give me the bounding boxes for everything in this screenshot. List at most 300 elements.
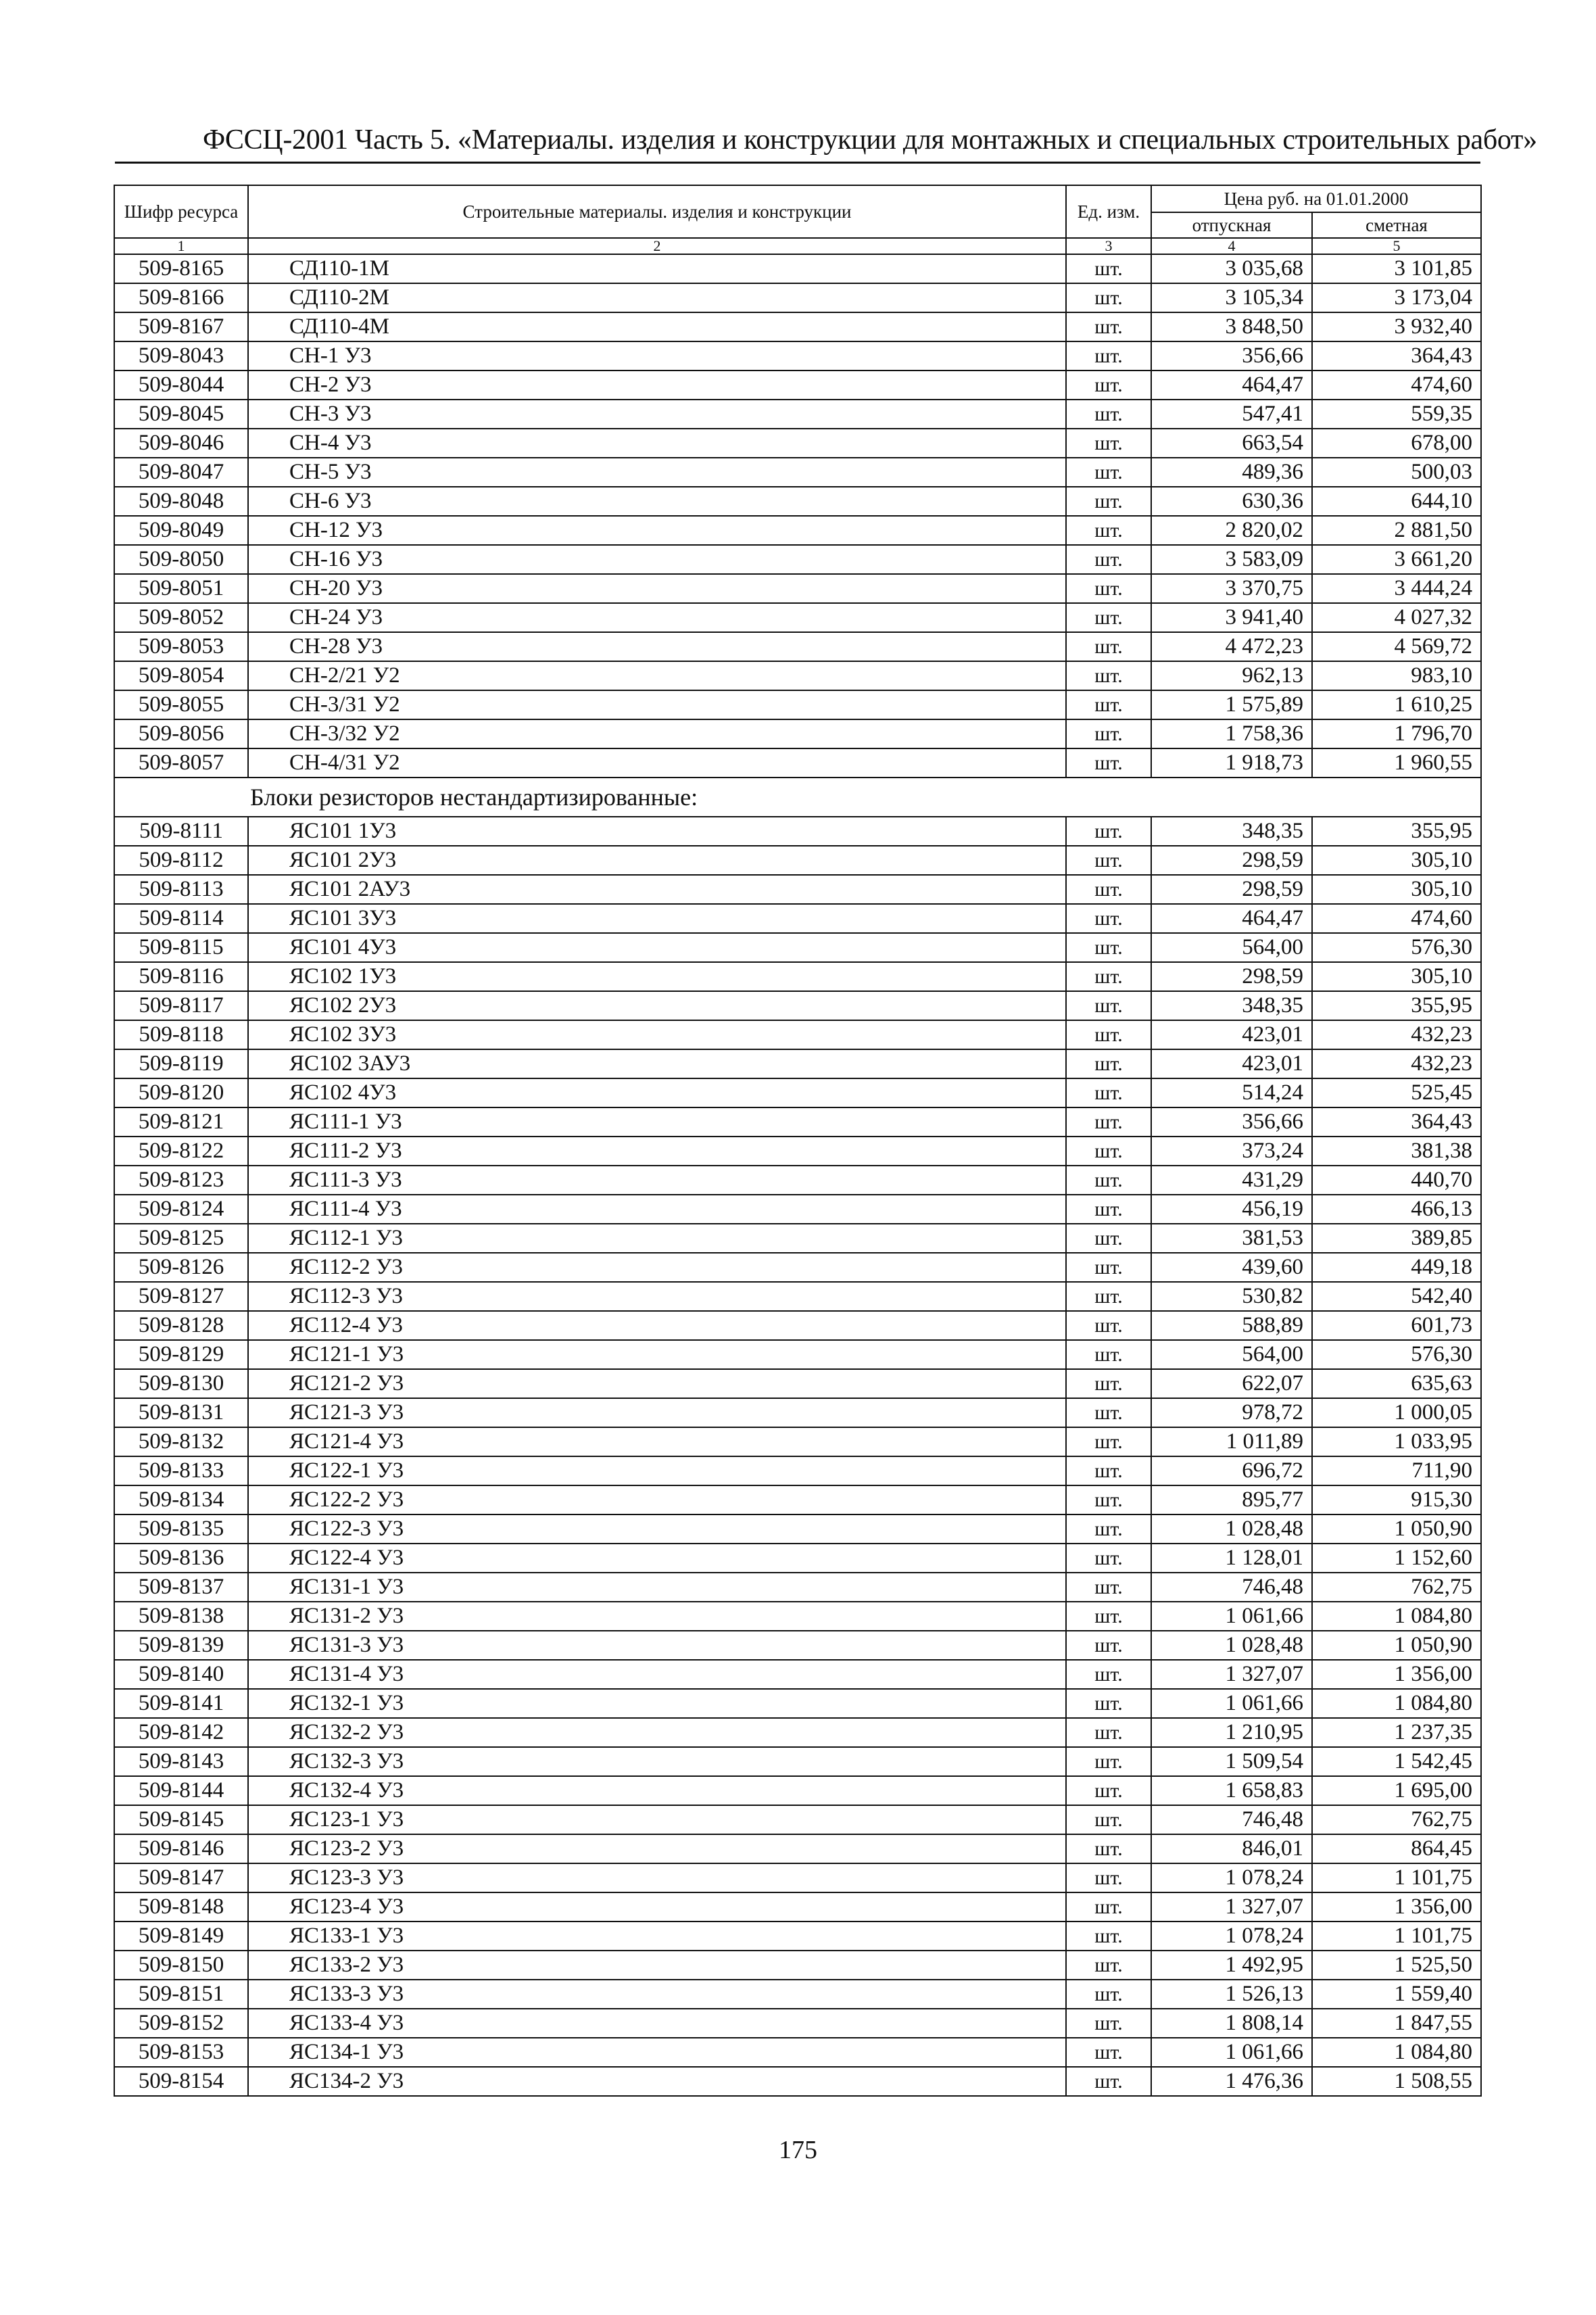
unit: шт. [1066, 1020, 1151, 1049]
table-row [114, 1631, 1481, 1660]
release-price: 464,47 [1151, 371, 1312, 400]
table-row [114, 1980, 1481, 2009]
release-price: 622,07 [1151, 1369, 1312, 1398]
unit: шт. [1066, 1253, 1151, 1282]
release-price: 1 128,01 [1151, 1544, 1312, 1573]
col-header-estimate: сметная [1312, 212, 1481, 238]
unit: шт. [1066, 1922, 1151, 1951]
table-row [114, 516, 1481, 545]
release-price: 564,00 [1151, 1340, 1312, 1369]
resource-code: 509-8154 [114, 2067, 248, 2096]
column-number: 3 [1066, 238, 1151, 254]
unit: шт. [1066, 1631, 1151, 1660]
material-name: ЯС111-2 У3 [248, 1137, 1066, 1166]
unit: шт. [1066, 1078, 1151, 1107]
estimate-price: 542,40 [1312, 1282, 1481, 1311]
table-row [114, 1049, 1481, 1078]
unit: шт. [1066, 283, 1151, 312]
resource-code: 509-8122 [114, 1137, 248, 1166]
resource-code: 509-8115 [114, 933, 248, 962]
unit: шт. [1066, 1456, 1151, 1485]
resource-code: 509-8117 [114, 991, 248, 1020]
resource-code: 509-8139 [114, 1631, 248, 1660]
estimate-price: 355,95 [1312, 817, 1481, 846]
release-price: 456,19 [1151, 1195, 1312, 1224]
material-name: ЯС133-4 У3 [248, 2009, 1066, 2038]
release-price: 1 078,24 [1151, 1863, 1312, 1892]
material-name: ЯС123-1 У3 [248, 1805, 1066, 1834]
material-name: ЯС133-1 У3 [248, 1922, 1066, 1951]
estimate-price: 3 932,40 [1312, 312, 1481, 341]
material-name: СН-3/31 У2 [248, 690, 1066, 719]
table-row [114, 283, 1481, 312]
material-name: ЯС112-3 У3 [248, 1282, 1066, 1311]
estimate-price: 3 661,20 [1312, 545, 1481, 574]
estimate-price: 3 173,04 [1312, 283, 1481, 312]
estimate-price: 381,38 [1312, 1137, 1481, 1166]
material-name: ЯС122-3 У3 [248, 1514, 1066, 1544]
estimate-price: 3 444,24 [1312, 574, 1481, 603]
resource-code: 509-8130 [114, 1369, 248, 1398]
material-name: СН-4 У3 [248, 429, 1066, 458]
material-name: ЯС102 3У3 [248, 1020, 1066, 1049]
resource-code: 509-8056 [114, 719, 248, 748]
unit: шт. [1066, 1747, 1151, 1776]
unit: шт. [1066, 1689, 1151, 1718]
release-price: 356,66 [1151, 341, 1312, 371]
resource-code: 509-8152 [114, 2009, 248, 2038]
table-row [114, 1747, 1481, 1776]
material-name: ЯС111-3 У3 [248, 1166, 1066, 1195]
material-name: ЯС134-2 У3 [248, 2067, 1066, 2096]
material-name: ЯС101 3У3 [248, 904, 1066, 933]
estimate-price: 711,90 [1312, 1456, 1481, 1485]
estimate-price: 305,10 [1312, 962, 1481, 991]
release-price: 1 028,48 [1151, 1514, 1312, 1544]
material-name: СН-1 У3 [248, 341, 1066, 371]
resource-code: 509-8133 [114, 1456, 248, 1485]
material-name: ЯС121-3 У3 [248, 1398, 1066, 1427]
release-price: 348,35 [1151, 817, 1312, 846]
material-name: СН-3 У3 [248, 400, 1066, 429]
table-row [114, 1427, 1481, 1456]
release-price: 2 820,02 [1151, 516, 1312, 545]
unit: шт. [1066, 748, 1151, 778]
unit: шт. [1066, 516, 1151, 545]
resource-code: 509-8114 [114, 904, 248, 933]
estimate-price: 1 695,00 [1312, 1776, 1481, 1805]
resource-code: 509-8125 [114, 1224, 248, 1253]
material-name: ЯС132-4 У3 [248, 1776, 1066, 1805]
estimate-price: 1 542,45 [1312, 1747, 1481, 1776]
resource-code: 509-8144 [114, 1776, 248, 1805]
unit: шт. [1066, 632, 1151, 661]
estimate-price: 762,75 [1312, 1573, 1481, 1602]
column-number-row [114, 238, 1481, 254]
table-row [114, 690, 1481, 719]
table-row [114, 1282, 1481, 1311]
unit: шт. [1066, 341, 1151, 371]
estimate-price: 525,45 [1312, 1078, 1481, 1107]
material-name: СН-20 У3 [248, 574, 1066, 603]
col-header-name: Строительные материалы. изделия и конструкции [248, 185, 1066, 238]
unit: шт. [1066, 312, 1151, 341]
estimate-price: 4 569,72 [1312, 632, 1481, 661]
release-price: 514,24 [1151, 1078, 1312, 1107]
estimate-price: 1 237,35 [1312, 1718, 1481, 1747]
unit: шт. [1066, 817, 1151, 846]
material-name: ЯС134-1 У3 [248, 2038, 1066, 2067]
table-row [114, 1951, 1481, 1980]
resource-code: 509-8053 [114, 632, 248, 661]
resource-code: 509-8051 [114, 574, 248, 603]
release-price: 630,36 [1151, 487, 1312, 516]
resource-code: 509-8127 [114, 1282, 248, 1311]
release-price: 1 918,73 [1151, 748, 1312, 778]
estimate-price: 1 084,80 [1312, 1689, 1481, 1718]
estimate-price: 1 101,75 [1312, 1863, 1481, 1892]
table-row [114, 1078, 1481, 1107]
resource-code: 509-8135 [114, 1514, 248, 1544]
release-price: 663,54 [1151, 429, 1312, 458]
material-name: ЯС131-4 У3 [248, 1660, 1066, 1689]
estimate-price: 1 508,55 [1312, 2067, 1481, 2096]
estimate-price: 1 050,90 [1312, 1631, 1481, 1660]
table-row [114, 1456, 1481, 1485]
release-price: 3 035,68 [1151, 254, 1312, 283]
table-row [114, 719, 1481, 748]
release-price: 373,24 [1151, 1137, 1312, 1166]
resource-code: 509-8165 [114, 254, 248, 283]
resource-code: 509-8149 [114, 1922, 248, 1951]
material-name: ЯС123-2 У3 [248, 1834, 1066, 1863]
material-name: ЯС131-1 У3 [248, 1573, 1066, 1602]
resource-code: 509-8132 [114, 1427, 248, 1456]
release-price: 1 575,89 [1151, 690, 1312, 719]
release-price: 464,47 [1151, 904, 1312, 933]
estimate-price: 1 000,05 [1312, 1398, 1481, 1427]
resource-code: 509-8119 [114, 1049, 248, 1078]
material-name: СН-2 У3 [248, 371, 1066, 400]
unit: шт. [1066, 1107, 1151, 1137]
unit: шт. [1066, 1485, 1151, 1514]
table-row [114, 1398, 1481, 1427]
unit: шт. [1066, 371, 1151, 400]
unit: шт. [1066, 1544, 1151, 1573]
release-price: 298,59 [1151, 875, 1312, 904]
col-header-price: Цена руб. на 01.01.2000 [1151, 185, 1481, 212]
table-row [114, 341, 1481, 371]
estimate-price: 432,23 [1312, 1020, 1481, 1049]
estimate-price: 364,43 [1312, 1107, 1481, 1137]
material-name: ЯС133-3 У3 [248, 1980, 1066, 2009]
table-row [114, 1311, 1481, 1340]
release-price: 1 061,66 [1151, 2038, 1312, 2067]
estimate-price: 3 101,85 [1312, 254, 1481, 283]
material-name: СД110-1М [248, 254, 1066, 283]
estimate-price: 1 033,95 [1312, 1427, 1481, 1456]
unit: шт. [1066, 429, 1151, 458]
resource-code: 509-8141 [114, 1689, 248, 1718]
unit: шт. [1066, 458, 1151, 487]
material-name: ЯС121-1 У3 [248, 1340, 1066, 1369]
resource-code: 509-8150 [114, 1951, 248, 1980]
unit: шт. [1066, 904, 1151, 933]
table-row [114, 400, 1481, 429]
material-name: ЯС123-4 У3 [248, 1892, 1066, 1922]
col-header-release: отпускная [1151, 212, 1312, 238]
unit: шт. [1066, 962, 1151, 991]
table-row [114, 1863, 1481, 1892]
resource-code: 509-8129 [114, 1340, 248, 1369]
material-name: ЯС102 3АУ3 [248, 1049, 1066, 1078]
col-header-unit: Ед. изм. [1066, 185, 1151, 238]
material-name: ЯС122-1 У3 [248, 1456, 1066, 1485]
resource-code: 509-8128 [114, 1311, 248, 1340]
estimate-price: 1 084,80 [1312, 1602, 1481, 1631]
material-name: ЯС121-2 У3 [248, 1369, 1066, 1398]
table-row [114, 545, 1481, 574]
table-row [114, 875, 1481, 904]
material-name: ЯС101 1У3 [248, 817, 1066, 846]
resource-code: 509-8045 [114, 400, 248, 429]
material-name: ЯС101 2У3 [248, 846, 1066, 875]
material-name: ЯС102 4У3 [248, 1078, 1066, 1107]
estimate-price: 559,35 [1312, 400, 1481, 429]
resource-code: 509-8054 [114, 661, 248, 690]
estimate-price: 1 101,75 [1312, 1922, 1481, 1951]
unit: шт. [1066, 1805, 1151, 1834]
resource-code: 509-8131 [114, 1398, 248, 1427]
unit: шт. [1066, 1166, 1151, 1195]
release-price: 356,66 [1151, 1107, 1312, 1137]
release-price: 3 941,40 [1151, 603, 1312, 632]
table-row [114, 1892, 1481, 1922]
estimate-price: 1 084,80 [1312, 2038, 1481, 2067]
release-price: 381,53 [1151, 1224, 1312, 1253]
table-row [114, 1514, 1481, 1544]
unit: шт. [1066, 1369, 1151, 1398]
release-price: 564,00 [1151, 933, 1312, 962]
estimate-price: 635,63 [1312, 1369, 1481, 1398]
table-row [114, 603, 1481, 632]
material-name: ЯС131-3 У3 [248, 1631, 1066, 1660]
resource-code: 509-8136 [114, 1544, 248, 1573]
table-row [114, 1369, 1481, 1398]
material-name: СН-2/21 У2 [248, 661, 1066, 690]
release-price: 1 210,95 [1151, 1718, 1312, 1747]
resource-code: 509-8057 [114, 748, 248, 778]
resource-code: 509-8055 [114, 690, 248, 719]
resource-code: 509-8047 [114, 458, 248, 487]
table-row [114, 1253, 1481, 1282]
resource-code: 509-8153 [114, 2038, 248, 2067]
table-row [114, 2009, 1481, 2038]
estimate-price: 1 559,40 [1312, 1980, 1481, 2009]
release-price: 348,35 [1151, 991, 1312, 1020]
release-price: 1 078,24 [1151, 1922, 1312, 1951]
resource-code: 509-8112 [114, 846, 248, 875]
material-name: ЯС112-2 У3 [248, 1253, 1066, 1282]
resource-code: 509-8147 [114, 1863, 248, 1892]
table-row [114, 1340, 1481, 1369]
estimate-price: 601,73 [1312, 1311, 1481, 1340]
resource-code: 509-8043 [114, 341, 248, 371]
release-price: 1 526,13 [1151, 1980, 1312, 2009]
resource-code: 509-8166 [114, 283, 248, 312]
material-name: СД110-2М [248, 283, 1066, 312]
unit: шт. [1066, 1137, 1151, 1166]
release-price: 1 327,07 [1151, 1892, 1312, 1922]
table-row [114, 1718, 1481, 1747]
table-row [114, 1573, 1481, 1602]
resource-code: 509-8167 [114, 312, 248, 341]
material-name: СН-12 У3 [248, 516, 1066, 545]
resource-code: 509-8118 [114, 1020, 248, 1049]
table-row [114, 1107, 1481, 1137]
estimate-price: 1 960,55 [1312, 748, 1481, 778]
estimate-price: 1 610,25 [1312, 690, 1481, 719]
material-name: ЯС102 1У3 [248, 962, 1066, 991]
release-price: 1 492,95 [1151, 1951, 1312, 1980]
release-price: 298,59 [1151, 846, 1312, 875]
release-price: 547,41 [1151, 400, 1312, 429]
resource-code: 509-8124 [114, 1195, 248, 1224]
column-number: 5 [1312, 238, 1481, 254]
resource-code: 509-8151 [114, 1980, 248, 2009]
table-row [114, 429, 1481, 458]
estimate-price: 440,70 [1312, 1166, 1481, 1195]
unit: шт. [1066, 1660, 1151, 1689]
unit: шт. [1066, 1863, 1151, 1892]
unit: шт. [1066, 719, 1151, 748]
release-price: 3 370,75 [1151, 574, 1312, 603]
material-name: ЯС132-2 У3 [248, 1718, 1066, 1747]
unit: шт. [1066, 1718, 1151, 1747]
estimate-price: 983,10 [1312, 661, 1481, 690]
resource-code: 509-8145 [114, 1805, 248, 1834]
material-name: ЯС111-1 У3 [248, 1107, 1066, 1137]
table-row [114, 487, 1481, 516]
unit: шт. [1066, 1195, 1151, 1224]
release-price: 4 472,23 [1151, 632, 1312, 661]
resource-code: 509-8052 [114, 603, 248, 632]
unit: шт. [1066, 1602, 1151, 1631]
unit: шт. [1066, 1573, 1151, 1602]
table-row [114, 991, 1481, 1020]
release-price: 423,01 [1151, 1049, 1312, 1078]
resource-code: 509-8048 [114, 487, 248, 516]
estimate-price: 449,18 [1312, 1253, 1481, 1282]
release-price: 1 011,89 [1151, 1427, 1312, 1456]
unit: шт. [1066, 545, 1151, 574]
estimate-price: 864,45 [1312, 1834, 1481, 1863]
unit: шт. [1066, 1311, 1151, 1340]
unit: шт. [1066, 690, 1151, 719]
resource-code: 509-8126 [114, 1253, 248, 1282]
resource-code: 509-8049 [114, 516, 248, 545]
unit: шт. [1066, 846, 1151, 875]
estimate-price: 576,30 [1312, 933, 1481, 962]
table-row [114, 312, 1481, 341]
estimate-price: 1 525,50 [1312, 1951, 1481, 1980]
price-table [114, 185, 1482, 2097]
table-row [114, 1689, 1481, 1718]
table-row [114, 1485, 1481, 1514]
table-row [114, 458, 1481, 487]
material-name: ЯС102 2У3 [248, 991, 1066, 1020]
table-row [114, 1602, 1481, 1631]
group-row [114, 778, 1481, 817]
estimate-price: 474,60 [1312, 371, 1481, 400]
resource-code: 509-8134 [114, 1485, 248, 1514]
unit: шт. [1066, 1049, 1151, 1078]
table-row [114, 1834, 1481, 1863]
unit: шт. [1066, 574, 1151, 603]
table-row [114, 574, 1481, 603]
table-row [114, 748, 1481, 778]
price-table-container [114, 185, 1480, 2097]
unit: шт. [1066, 1398, 1151, 1427]
material-name: ЯС132-1 У3 [248, 1689, 1066, 1718]
table-row [114, 1660, 1481, 1689]
unit: шт. [1066, 2067, 1151, 2096]
release-price: 962,13 [1151, 661, 1312, 690]
column-number: 2 [248, 238, 1066, 254]
group-label: Блоки резисторов нестандартизированные: [114, 778, 1481, 817]
estimate-price: 1 847,55 [1312, 2009, 1481, 2038]
estimate-price: 305,10 [1312, 846, 1481, 875]
unit: шт. [1066, 1980, 1151, 2009]
resource-code: 509-8116 [114, 962, 248, 991]
table-row [114, 962, 1481, 991]
release-price: 1 476,36 [1151, 2067, 1312, 2096]
unit: шт. [1066, 933, 1151, 962]
resource-code: 509-8137 [114, 1573, 248, 1602]
page-header: ФССЦ-2001 Часть 5. «Материалы. изделия и конструкции для монтажных и специальных строительных работ» [203, 124, 1537, 156]
unit: шт. [1066, 991, 1151, 1020]
table-header [114, 185, 1481, 254]
unit: шт. [1066, 254, 1151, 283]
unit: шт. [1066, 2038, 1151, 2067]
table-row [114, 1137, 1481, 1166]
estimate-price: 4 027,32 [1312, 603, 1481, 632]
table-row [114, 632, 1481, 661]
release-price: 1 808,14 [1151, 2009, 1312, 2038]
unit: шт. [1066, 1834, 1151, 1863]
unit: шт. [1066, 1514, 1151, 1544]
release-price: 696,72 [1151, 1456, 1312, 1485]
col-header-code: Шифр ресурса [114, 185, 248, 238]
material-name: ЯС131-2 У3 [248, 1602, 1066, 1631]
unit: шт. [1066, 487, 1151, 516]
estimate-price: 915,30 [1312, 1485, 1481, 1514]
estimate-price: 305,10 [1312, 875, 1481, 904]
estimate-price: 1 152,60 [1312, 1544, 1481, 1573]
table-row [114, 661, 1481, 690]
material-name: ЯС132-3 У3 [248, 1747, 1066, 1776]
table-row [114, 1776, 1481, 1805]
resource-code: 509-8123 [114, 1166, 248, 1195]
estimate-price: 1 050,90 [1312, 1514, 1481, 1544]
material-name: ЯС111-4 У3 [248, 1195, 1066, 1224]
release-price: 298,59 [1151, 962, 1312, 991]
estimate-price: 576,30 [1312, 1340, 1481, 1369]
material-name: СН-24 У3 [248, 603, 1066, 632]
table-row [114, 1544, 1481, 1573]
resource-code: 509-8050 [114, 545, 248, 574]
table-row [114, 904, 1481, 933]
